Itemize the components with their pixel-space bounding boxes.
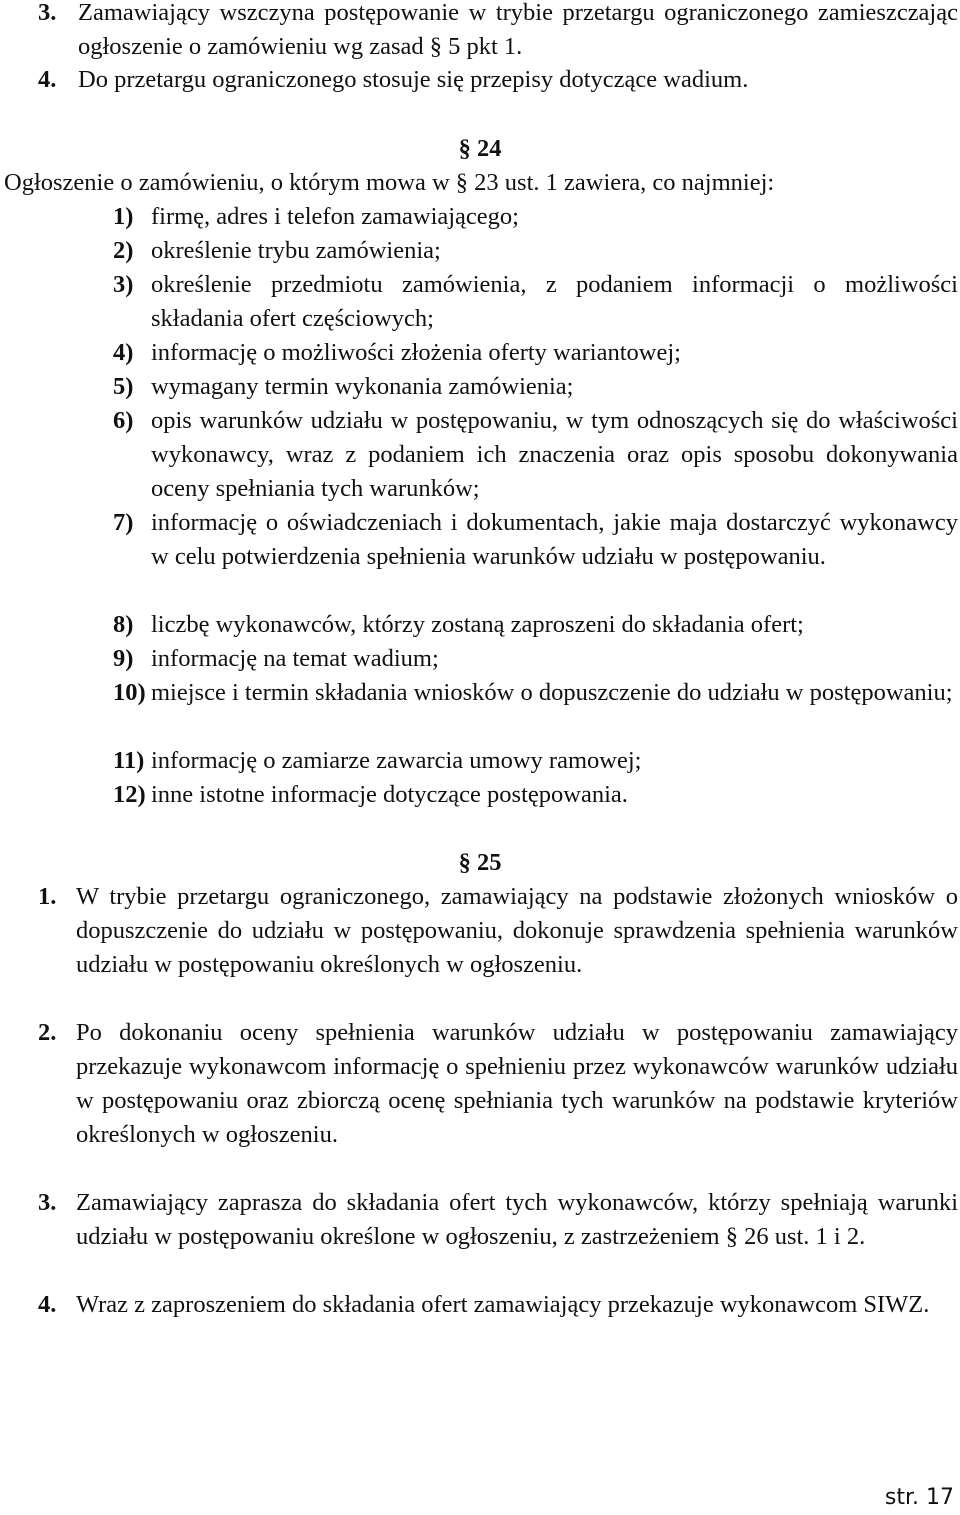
page-number: str. 17 xyxy=(884,1485,954,1510)
item-text: informację na temat wadium; xyxy=(151,645,439,672)
paragraph xyxy=(38,880,958,982)
item-text: wymagany termin wykonania zamówienia; xyxy=(151,373,574,400)
list-item xyxy=(113,744,958,778)
item-number: 8) xyxy=(113,611,134,638)
item-number: 1) xyxy=(113,203,134,230)
item-text: określenie trybu zamówienia; xyxy=(151,237,441,264)
paragraph-text: Zamawiający zaprasza do składania ofert tych wykonawców, którzy spełniają warunki udziału w postępowaniu określone w ogłoszeniu, z zastrzeżeniem § 26 ust. 1 i 2. xyxy=(76,1189,958,1250)
list-item xyxy=(113,506,958,574)
item-text: określenie przedmiotu zamówienia, z podaniem informacji o możliwości składania ofert częściowych; xyxy=(151,271,958,332)
item-text: inne istotne informacje dotyczące postępowania. xyxy=(151,781,628,808)
paragraph xyxy=(38,1016,958,1152)
list-item xyxy=(113,234,958,268)
paragraph-number: 1. xyxy=(38,883,57,910)
item-number: 5) xyxy=(113,373,134,400)
paragraph-text: Po dokonaniu oceny spełnienia warunków udziału w postępowaniu zamawiający przekazuje wykonawcom informację o spełnieniu przez wykonawców warunków udziału w postępowaniu oraz zbiorczą ocenę spełniania tych warunków na podstawie kryteriów określonych w ogłoszeniu. xyxy=(76,1019,958,1148)
item-text: miejsce i termin składania wniosków o dopuszczenie do udziału w postępowaniu; xyxy=(151,679,953,706)
section-heading-24: § 24 xyxy=(458,135,502,162)
item-number: 3) xyxy=(113,271,134,298)
item-text: firmę, adres i telefon zamawiającego; xyxy=(151,203,519,230)
paragraph xyxy=(38,1186,958,1254)
paragraph-text: Zamawiający wszczyna postępowanie w trybie przetargu ograniczonego zamieszczając ogłoszenie o zamówieniu wg zasad § 5 pkt 1. xyxy=(78,0,958,60)
list-item xyxy=(113,336,958,370)
paragraph-number: 3. xyxy=(38,0,57,26)
item-number: 7) xyxy=(113,509,134,536)
list-item xyxy=(113,778,958,812)
section-heading-25: § 25 xyxy=(458,849,502,876)
list-item xyxy=(113,404,958,506)
item-text: informację o oświadczeniach i dokumentach, jakie maja dostarczyć wykonawcy w celu potwierdzenia spełnienia warunków udziału w postępowaniu. xyxy=(151,509,958,570)
intro-text: Ogłoszenie o zamówieniu, o którym mowa w § 23 ust. 1 zawiera, co najmniej: xyxy=(4,169,775,196)
item-number: 12) xyxy=(113,781,146,808)
item-text: informację o zamiarze zawarcia umowy ramowej; xyxy=(151,747,642,774)
paragraph-number: 4. xyxy=(38,1291,57,1318)
item-text: opis warunków udziału w postępowaniu, w tym odnoszących się do właściwości wykonawcy, wraz z podaniem ich znaczenia oraz opis sposobu dokonywania oceny spełniania tych warunków; xyxy=(151,407,958,502)
paragraph-3 xyxy=(38,0,958,64)
item-number: 6) xyxy=(113,407,134,434)
item-number: 2) xyxy=(113,237,134,264)
item-number: 4) xyxy=(113,339,134,366)
list-item xyxy=(113,370,958,404)
item-number: 9) xyxy=(113,645,134,672)
list-item xyxy=(113,676,958,710)
paragraph-4 xyxy=(38,63,958,97)
list-item xyxy=(113,268,958,336)
paragraph-number: 4. xyxy=(38,66,57,93)
list-item xyxy=(113,200,958,234)
item-number: 10) xyxy=(113,679,146,706)
paragraph-text: W trybie przetargu ograniczonego, zamawiający na podstawie złożonych wniosków o dopuszczenie do udziału w postępowaniu, dokonuje sprawdzenia spełnienia warunków udziału w postępowaniu określonych w ogłoszeniu. xyxy=(76,883,958,978)
list-item xyxy=(113,642,958,676)
paragraph-number: 3. xyxy=(38,1189,57,1216)
section-intro xyxy=(4,166,958,200)
paragraph xyxy=(38,1288,958,1322)
paragraph-text: Wraz z zaproszeniem do składania ofert zamawiający przekazuje wykonawcom SIWZ. xyxy=(76,1291,930,1318)
item-text: liczbę wykonawców, którzy zostaną zaproszeni do składania ofert; xyxy=(151,611,804,638)
item-number: 11) xyxy=(113,747,145,774)
item-text: informację o możliwości złożenia oferty wariantowej; xyxy=(151,339,681,366)
paragraph-text: Do przetargu ograniczonego stosuje się przepisy dotyczące wadium. xyxy=(78,66,749,93)
list-item xyxy=(113,608,958,642)
paragraph-number: 2. xyxy=(38,1019,57,1046)
